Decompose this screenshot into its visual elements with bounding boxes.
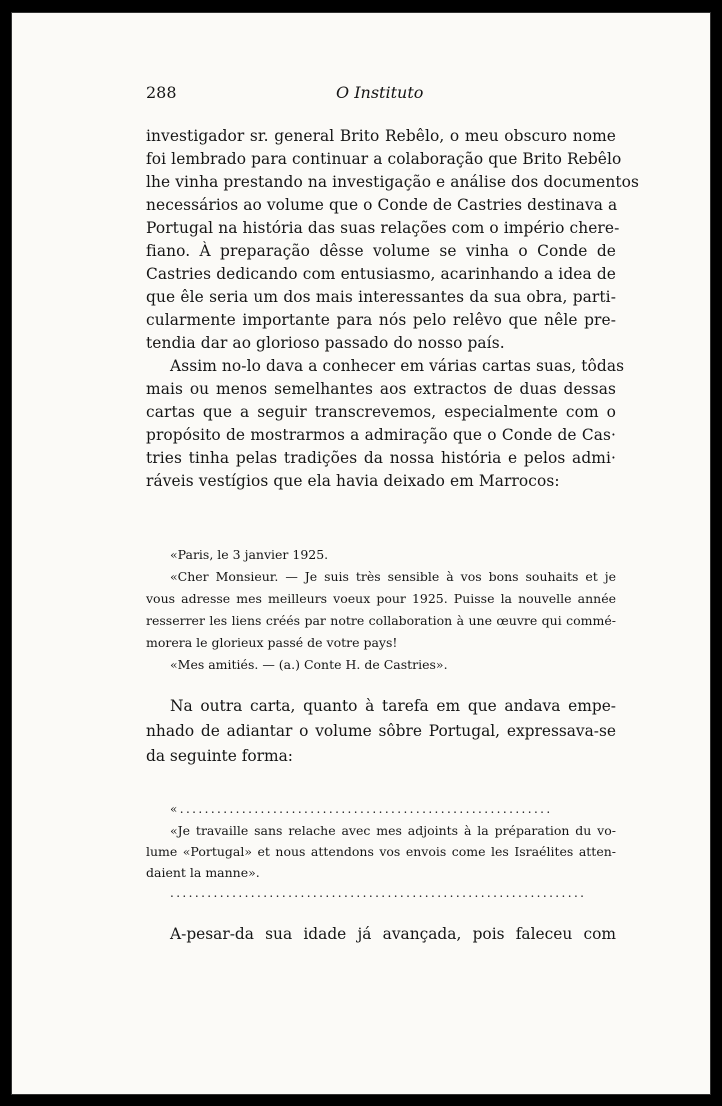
text-line: que êle seria um dos mais interessantes da sua obra, parti-: [146, 288, 616, 306]
quote-line: lume «Portugal» et nous attendons vos envois come les Israélites atten-: [146, 844, 616, 859]
paragraph-continuation: [146, 125, 639, 493]
text-line: Assim no-lo dava a conhecer em várias cartas suas, tôdas: [170, 357, 625, 375]
letter-line: vous adresse mes meilleurs voeux pour 1925. Puisse la nouvelle année: [146, 591, 616, 606]
paragraph-intro-second-letter: [146, 694, 616, 769]
text-line: cularmente importante para nós pelo relêvo que nêle pre-: [146, 311, 616, 329]
text-line: propósito de mostrarmos a admiração que o Conde de Cas·: [146, 426, 616, 444]
page-number: 288: [146, 83, 177, 102]
text-line: nhado de adiantar o volume sôbre Portugal, expressava-se: [146, 722, 616, 740]
text-line: mais ou menos semelhantes aos extractos de duas dessas: [146, 380, 616, 398]
book-page: [11, 12, 711, 1095]
quote-line: «Je travaille sans relache avec mes adjoints à la préparation du vo-: [170, 823, 616, 838]
text-line: foi lembrado para continuar a colaboração que Brito Rebêlo: [146, 150, 622, 168]
letter-place-date: «Paris, le 3 janvier 1925.: [170, 547, 329, 562]
text-line: tries tinha pelas tradições da nossa história e pelos admi·: [146, 449, 616, 467]
text-line: fiano. À preparação dêsse volume se vinha o Conde de: [146, 242, 616, 260]
text-line: investigador sr. general Brito Rebêlo, o meu obscuro nome: [146, 127, 616, 145]
letter-closing: «Mes amitiés. — (a.) Conte H. de Castries».: [170, 657, 448, 672]
text-line: cartas que a seguir transcrevemos, especialmente com o: [146, 403, 616, 421]
quote-line: daient la manne».: [146, 865, 260, 880]
letter-line: morera le glorieux passé de votre pays!: [146, 635, 398, 650]
text-line: A-pesar-da sua idade já avançada, pois faleceu com: [170, 925, 616, 943]
text-line: Castries dedicando com entusiasmo, acarinhando a idea de: [146, 265, 616, 283]
running-head: [146, 83, 616, 105]
text-line: lhe vinha prestando na investigação e análise dos documentos: [146, 173, 639, 191]
text-line: necessários ao volume que o Conde de Castries destinava a: [146, 196, 618, 214]
letter-extract: [146, 544, 616, 676]
letter-salutation: «Cher Monsieur. — Je suis très sensible à vos bons souhaits et je: [170, 569, 616, 584]
text-line: Na outra carta, quanto à tarefa em que andava empe-: [170, 697, 616, 715]
ellipsis-line: «............................................................: [170, 802, 553, 816]
ellipsis-line: ...................................................................: [170, 886, 587, 900]
letter-line: resserrer les liens créés par notre collaboration à une œuvre qui commé-: [146, 613, 616, 628]
running-title: O Instituto: [336, 83, 424, 102]
quote-extract: [146, 799, 616, 904]
text-line: ráveis vestígios que ela havia deixado em Marrocos:: [146, 472, 560, 490]
text-line: da seguinte forma:: [146, 747, 293, 765]
text-line: tendia dar ao glorioso passado do nosso país.: [146, 334, 505, 352]
paragraph-final: [146, 923, 616, 946]
text-line: Portugal na história das suas relações com o império chere-: [146, 219, 620, 237]
